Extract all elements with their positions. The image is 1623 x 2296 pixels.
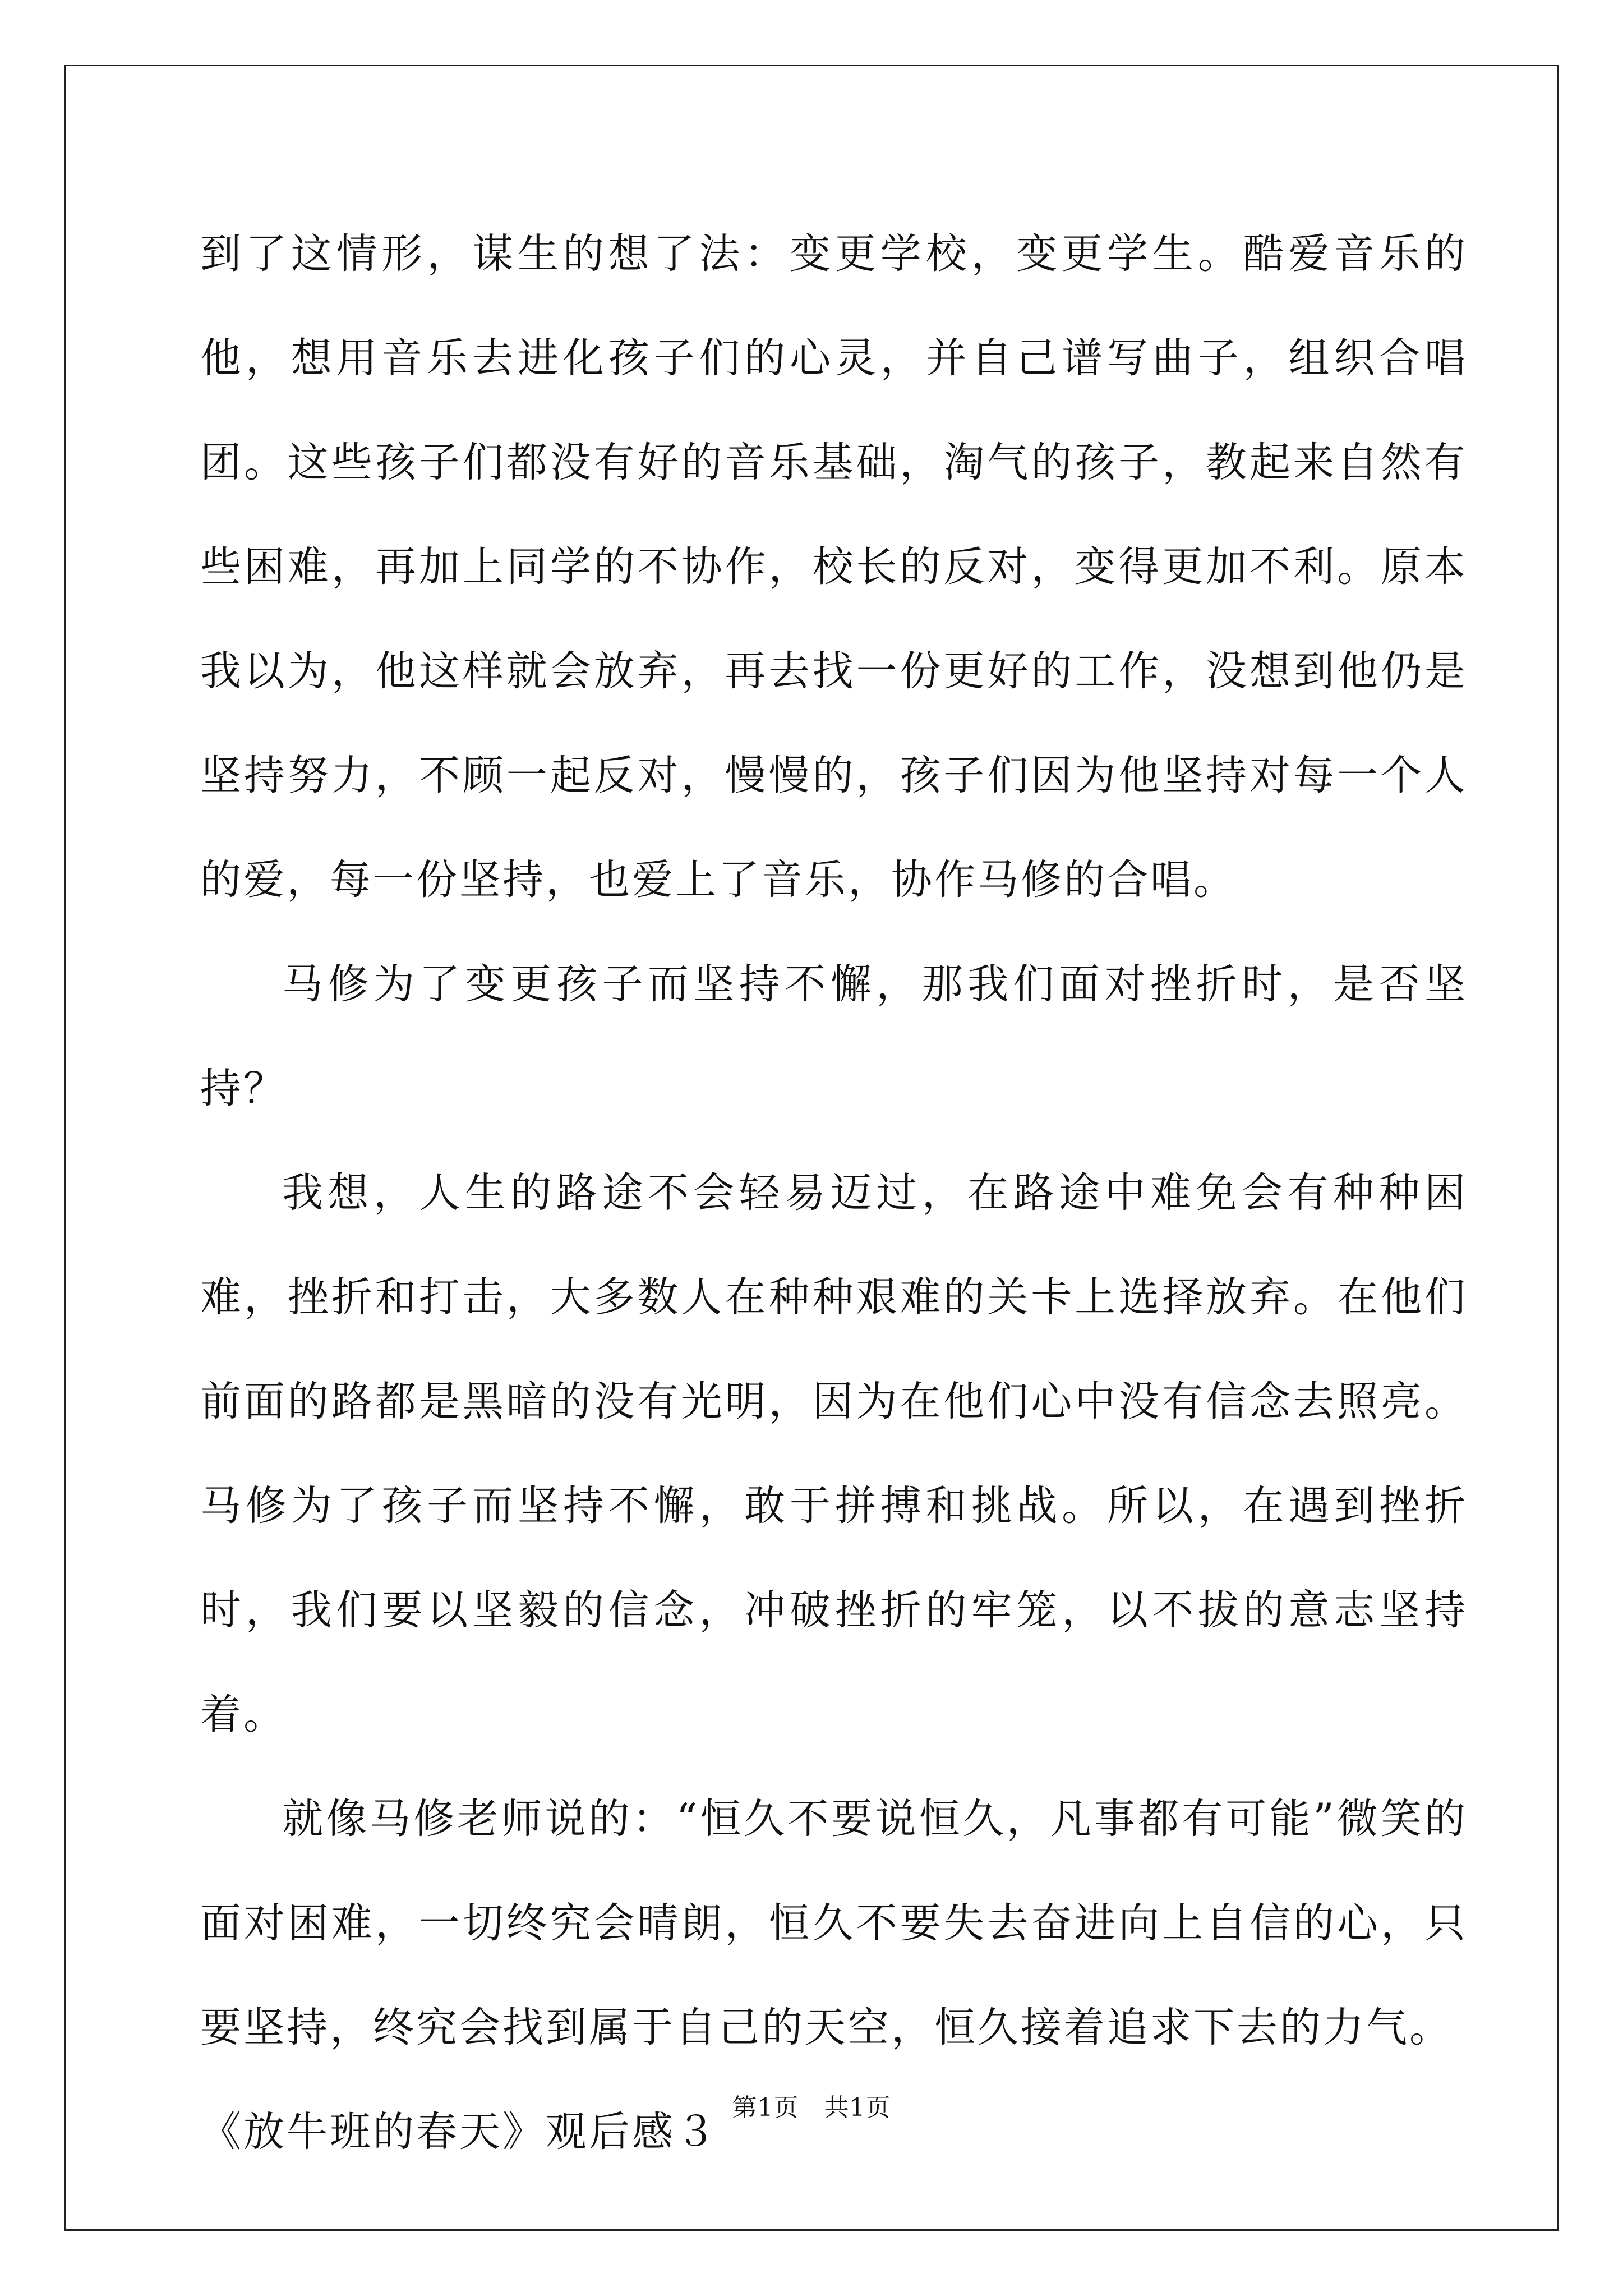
paragraph-3: 我想，人生的路途不会轻易迈过，在路途中难免会有种种困难，挫折和打击，大多数人在种种艰难的关卡上选择放弃。在他们前面的路都是黑暗的没有光明，因为在他们心中没有信念去照亮。马修为了孩子而坚持不懈，敢于拼搏和挑战。所以，在遇到挫折时，我们要以坚毅的信念，冲破挫折的牢笼，以不拔的意志坚持着。	[200, 1169, 1468, 1738]
paragraph-4: 就像马修老师说的：“恒久不要说恒久，凡事都有可能”微笑的面对困难，一切终究会晴朗，恒久不要失去奋进向上自信的心，只要坚持，终究会找到属于自己的天空，恒久接着追求下去的力气。	[200, 1795, 1468, 2051]
paragraph-1: 到了这情形，谋生的想了法：变更学校，变更学生。酷爱音乐的他，想用音乐去进化孩子们的心灵，并自己谱写曲子，组织合唱团。这些孩子们都没有好的音乐基础，淘气的孩子，教起来自然有些困难，再加上同学的不协作，校长的反对，变得更加不利。原本我以为，他这样就会放弃，再去找一份更好的工作，没想到他仍是坚持努力，不顾一起反对，慢慢的，孩子们因为他坚持对每一个人的爱，每一份坚持，也爱上了音乐，协作马修的合唱。	[200, 230, 1468, 904]
page-footer: 第1页 共1页	[732, 2093, 891, 2122]
paragraph-2: 马修为了变更孩子而坚持不懈，那我们面对挫折时，是否坚持？	[200, 960, 1468, 1112]
document-body	[200, 202, 1468, 2184]
section-heading: 《放牛班的春天》观后感３	[200, 2108, 718, 2156]
